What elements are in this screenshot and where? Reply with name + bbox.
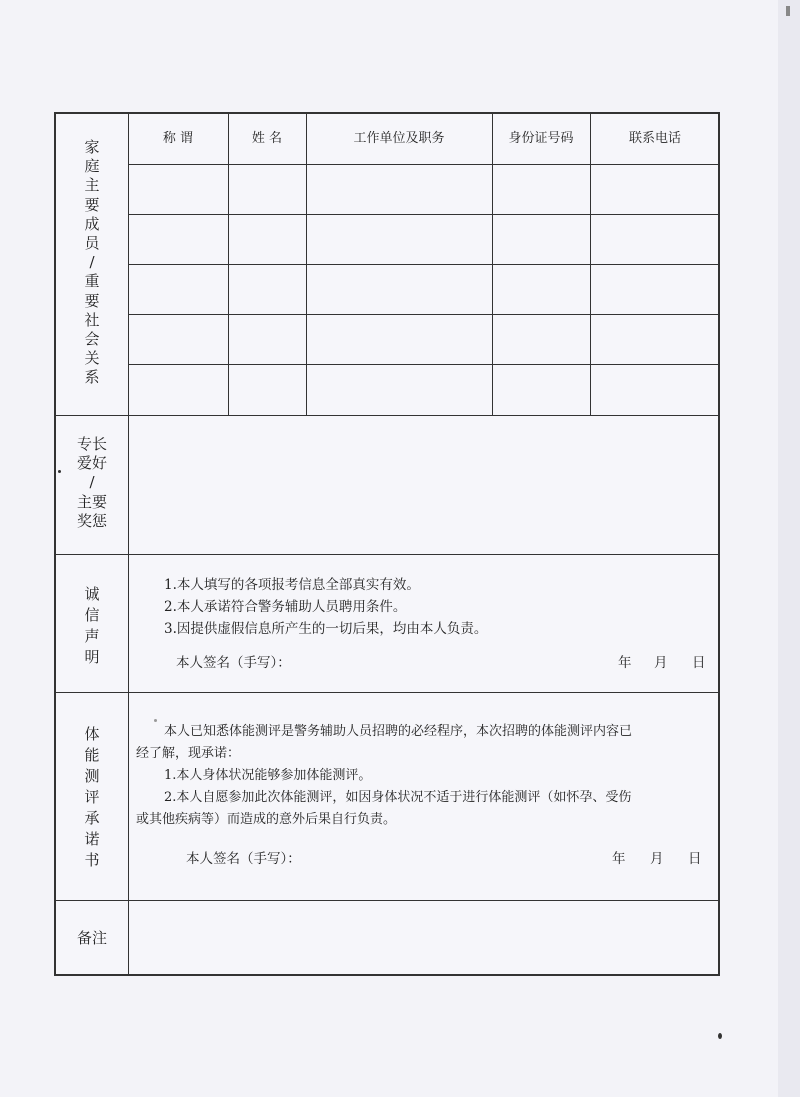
integrity-statement-3: 3.因提供虚假信息所产生的一切后果，均由本人负责。 xyxy=(164,621,488,637)
integrity-statement-1: 1.本人填写的各项报考信息全部真实有效。 xyxy=(164,577,420,593)
label-line: / xyxy=(89,473,95,492)
label-line: 爱好 xyxy=(76,454,107,473)
label-char: 诚 xyxy=(84,585,100,603)
specialty-content-field[interactable] xyxy=(130,417,718,552)
divider xyxy=(56,415,720,416)
divider xyxy=(128,164,720,165)
integrity-date-year: 年 xyxy=(618,655,632,671)
fitness-item-2-line-1: 2.本人自愿参加此次体能测评，如因身体状况不适于进行体能测评（如怀孕、受伤 xyxy=(164,790,632,805)
column-header-relation: 称 谓 xyxy=(162,131,194,146)
label-char: 庭 xyxy=(84,157,100,176)
phone-cell[interactable] xyxy=(591,266,719,313)
phone-cell[interactable] xyxy=(591,366,719,414)
employer-cell[interactable] xyxy=(307,166,491,213)
registration-form-table xyxy=(54,112,720,976)
label-char: 会 xyxy=(84,330,100,349)
divider xyxy=(128,214,720,215)
name-cell[interactable] xyxy=(229,266,305,313)
divider xyxy=(128,264,720,265)
divider xyxy=(128,314,720,315)
employer-cell[interactable] xyxy=(307,316,491,363)
label-char: 社 xyxy=(84,310,100,329)
label-char: 承 xyxy=(84,809,100,827)
name-cell[interactable] xyxy=(229,366,305,414)
relation-cell[interactable] xyxy=(129,316,227,363)
page-edge xyxy=(778,0,800,1097)
relation-cell[interactable] xyxy=(129,366,227,414)
relation-cell[interactable] xyxy=(129,216,227,263)
id-number-cell[interactable] xyxy=(493,266,589,313)
edge-mark xyxy=(786,6,790,16)
scan-speck xyxy=(718,1033,722,1039)
name-cell[interactable] xyxy=(229,216,305,263)
employer-cell[interactable] xyxy=(307,266,491,313)
specialty-section-label xyxy=(56,435,128,531)
integrity-statement-2: 2.本人承诺符合警务辅助人员聘用条件。 xyxy=(164,599,407,615)
fitness-date-month: 月 xyxy=(650,851,664,867)
scan-speck xyxy=(154,719,157,722)
label-char: 要 xyxy=(84,291,100,310)
phone-cell[interactable] xyxy=(591,166,719,213)
phone-cell[interactable] xyxy=(591,316,719,363)
label-line: 主要 xyxy=(76,492,107,511)
integrity-signature-field[interactable] xyxy=(308,654,508,674)
family-section-label xyxy=(56,138,128,388)
relation-cell[interactable] xyxy=(129,166,227,213)
fitness-signature-label: 本人签名（手写）： xyxy=(186,851,301,867)
id-number-cell[interactable] xyxy=(493,366,589,414)
label-char: 主 xyxy=(84,176,100,195)
phone-cell[interactable] xyxy=(591,216,719,263)
integrity-date-day: 日 xyxy=(692,655,706,671)
label-char: 明 xyxy=(84,648,100,666)
fitness-paragraph-line-1: 本人已知悉体能测评是警务辅助人员招聘的必经程序，本次招聘的体能测评内容已 xyxy=(164,724,633,739)
label-char: 评 xyxy=(84,788,100,806)
fitness-section-label xyxy=(56,724,128,871)
scan-speck xyxy=(58,470,61,473)
fitness-date-day: 日 xyxy=(688,851,702,867)
label-char: 家 xyxy=(84,138,100,156)
relation-cell[interactable] xyxy=(129,266,227,313)
divider xyxy=(128,364,720,365)
label-char: 关 xyxy=(84,349,100,368)
label-char: 信 xyxy=(84,606,100,624)
fitness-item-1: 1.本人身体状况能够参加体能测评。 xyxy=(164,768,372,783)
integrity-signature-label: 本人签名（手写）： xyxy=(176,655,291,671)
divider xyxy=(56,900,720,901)
name-cell[interactable] xyxy=(229,316,305,363)
label-char: 系 xyxy=(84,368,100,387)
label-char: 重 xyxy=(84,272,100,291)
integrity-date-month: 月 xyxy=(654,655,668,671)
label-char: 测 xyxy=(84,767,100,785)
fitness-date-year: 年 xyxy=(612,851,626,867)
label-line: 奖惩 xyxy=(76,511,107,530)
remarks-content-field[interactable] xyxy=(130,902,718,974)
fitness-item-2-line-2: 或其他疾病等）而造成的意外后果自行负责。 xyxy=(136,812,397,827)
integrity-section-label xyxy=(56,584,128,668)
label-char: 能 xyxy=(84,746,100,764)
label-char: 书 xyxy=(84,851,100,869)
id-number-cell[interactable] xyxy=(493,216,589,263)
label-line: 专长 xyxy=(76,435,107,453)
label-char: 体 xyxy=(84,725,100,743)
employer-cell[interactable] xyxy=(307,216,491,263)
employer-cell[interactable] xyxy=(307,366,491,414)
label-char: 诺 xyxy=(84,830,100,848)
column-header-employer-position: 工作单位及职务 xyxy=(353,131,445,146)
id-number-cell[interactable] xyxy=(493,166,589,213)
name-cell[interactable] xyxy=(229,166,305,213)
divider xyxy=(56,554,720,555)
fitness-signature-field[interactable] xyxy=(318,850,518,870)
column-header-id-number: 身份证号码 xyxy=(508,131,574,146)
label-char: 成 xyxy=(84,214,100,233)
id-number-cell[interactable] xyxy=(493,316,589,363)
fitness-paragraph-line-2: 经了解，现承诺： xyxy=(136,746,241,761)
label-char: / xyxy=(89,253,95,272)
column-header-phone: 联系电话 xyxy=(628,131,681,146)
label-char: 要 xyxy=(84,195,100,214)
divider xyxy=(56,692,720,693)
label-char: 声 xyxy=(84,627,100,645)
remarks-label: 备注 xyxy=(76,929,107,947)
label-char: 员 xyxy=(84,234,100,253)
column-header-name: 姓 名 xyxy=(251,131,283,146)
